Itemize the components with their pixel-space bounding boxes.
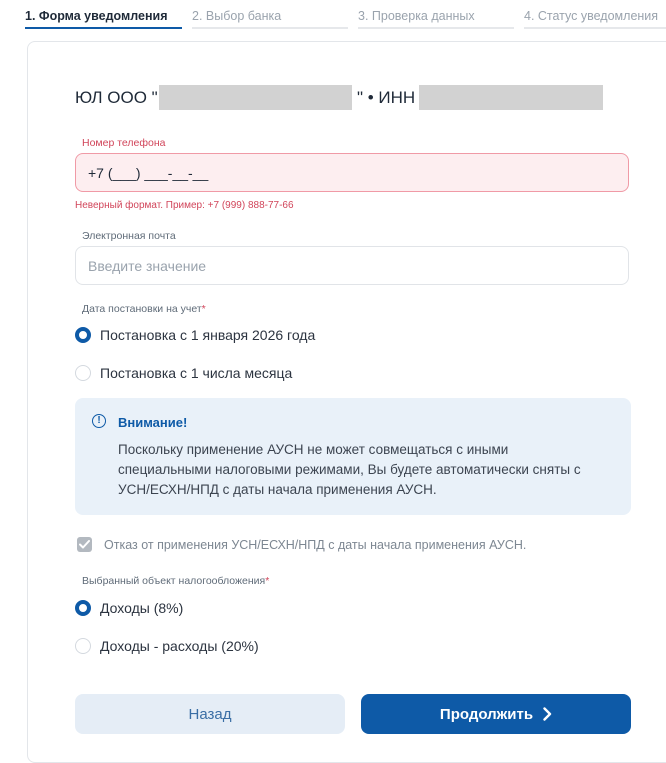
- radio-label: Постановка с 1 января 2026 года: [100, 327, 316, 343]
- step-progress-bar: [524, 27, 666, 29]
- step-progress-bar: [358, 27, 514, 29]
- back-button[interactable]: [75, 694, 345, 734]
- radio-selected-indicator[interactable]: [75, 327, 91, 343]
- phone-error-text: Неверный формат. Пример: +7 (999) 888-77-66: [75, 200, 294, 211]
- exclamation-circle-icon: !: [92, 414, 106, 428]
- redacted-inn: [419, 85, 603, 110]
- step-label: 3. Проверка данных: [358, 9, 475, 23]
- tax-object-label: [82, 575, 269, 587]
- refusal-checkbox[interactable]: [77, 537, 92, 552]
- notice-text: Поскольку применение АУСН не может совмещаться с иными специальными налоговыми режимами, Вы будете автоматически сняты с УСН/ЕСХН/НПД с даты начала применения АУСН.: [118, 442, 581, 497]
- continue-button-label: Продолжить: [439, 705, 534, 723]
- radio-unselected-indicator[interactable]: [75, 638, 91, 654]
- step-data-check[interactable]: [358, 0, 514, 30]
- required-mark: *: [201, 303, 206, 315]
- step-progress-bar: [25, 27, 182, 29]
- checkmark-icon: [79, 540, 90, 549]
- radio-tax-income-minus-expenses[interactable]: [75, 636, 259, 656]
- refusal-checkbox-label: Отказ от применения УСН/ЕСХН/НПД с даты начала применения АУСН.: [104, 537, 527, 552]
- registration-date-label: [82, 303, 206, 315]
- radio-unselected-indicator[interactable]: [75, 365, 91, 381]
- radio-selected-indicator[interactable]: [75, 600, 91, 616]
- email-label: Электронная почта: [82, 230, 176, 242]
- stepper: [0, 0, 666, 30]
- step-progress-bar: [192, 27, 348, 29]
- step-label: 4. Статус уведомления: [524, 9, 659, 23]
- notice-title: Внимание!: [118, 415, 188, 430]
- warning-notice: [75, 398, 631, 515]
- email-input[interactable]: [75, 246, 629, 285]
- entity-header: [75, 88, 158, 110]
- registration-date-label-text: Дата постановки на учет: [82, 303, 202, 315]
- entity-prefix: ЮЛ ООО ": [75, 88, 158, 107]
- continue-button[interactable]: [361, 694, 631, 734]
- phone-input[interactable]: [75, 153, 629, 192]
- entity-inn-text: " • ИНН: [357, 88, 416, 107]
- refusal-checkbox-row: [77, 537, 526, 552]
- chevron-right-icon: [543, 707, 552, 721]
- step-notification-form[interactable]: [25, 0, 182, 30]
- back-button-label: Назад: [188, 705, 232, 723]
- step-bank-selection[interactable]: [192, 0, 348, 30]
- step-notification-status[interactable]: [524, 0, 666, 30]
- radio-label: Доходы (8%): [100, 600, 184, 616]
- radio-registration-month-start[interactable]: [75, 363, 292, 383]
- redacted-company-name: [159, 85, 352, 110]
- phone-label: Номер телефона: [82, 137, 166, 149]
- radio-registration-jan-2026[interactable]: [75, 325, 315, 345]
- step-label: 1. Форма уведомления: [25, 9, 168, 23]
- radio-label: Доходы - расходы (20%): [100, 638, 259, 654]
- tax-object-label-text: Выбранный объект налогообложения: [82, 575, 266, 587]
- step-label: 2. Выбор банка: [192, 9, 282, 23]
- required-mark: *: [265, 575, 270, 587]
- entity-inn-label: [357, 88, 415, 110]
- radio-label: Постановка с 1 числа месяца: [100, 365, 293, 381]
- radio-tax-income[interactable]: [75, 598, 183, 618]
